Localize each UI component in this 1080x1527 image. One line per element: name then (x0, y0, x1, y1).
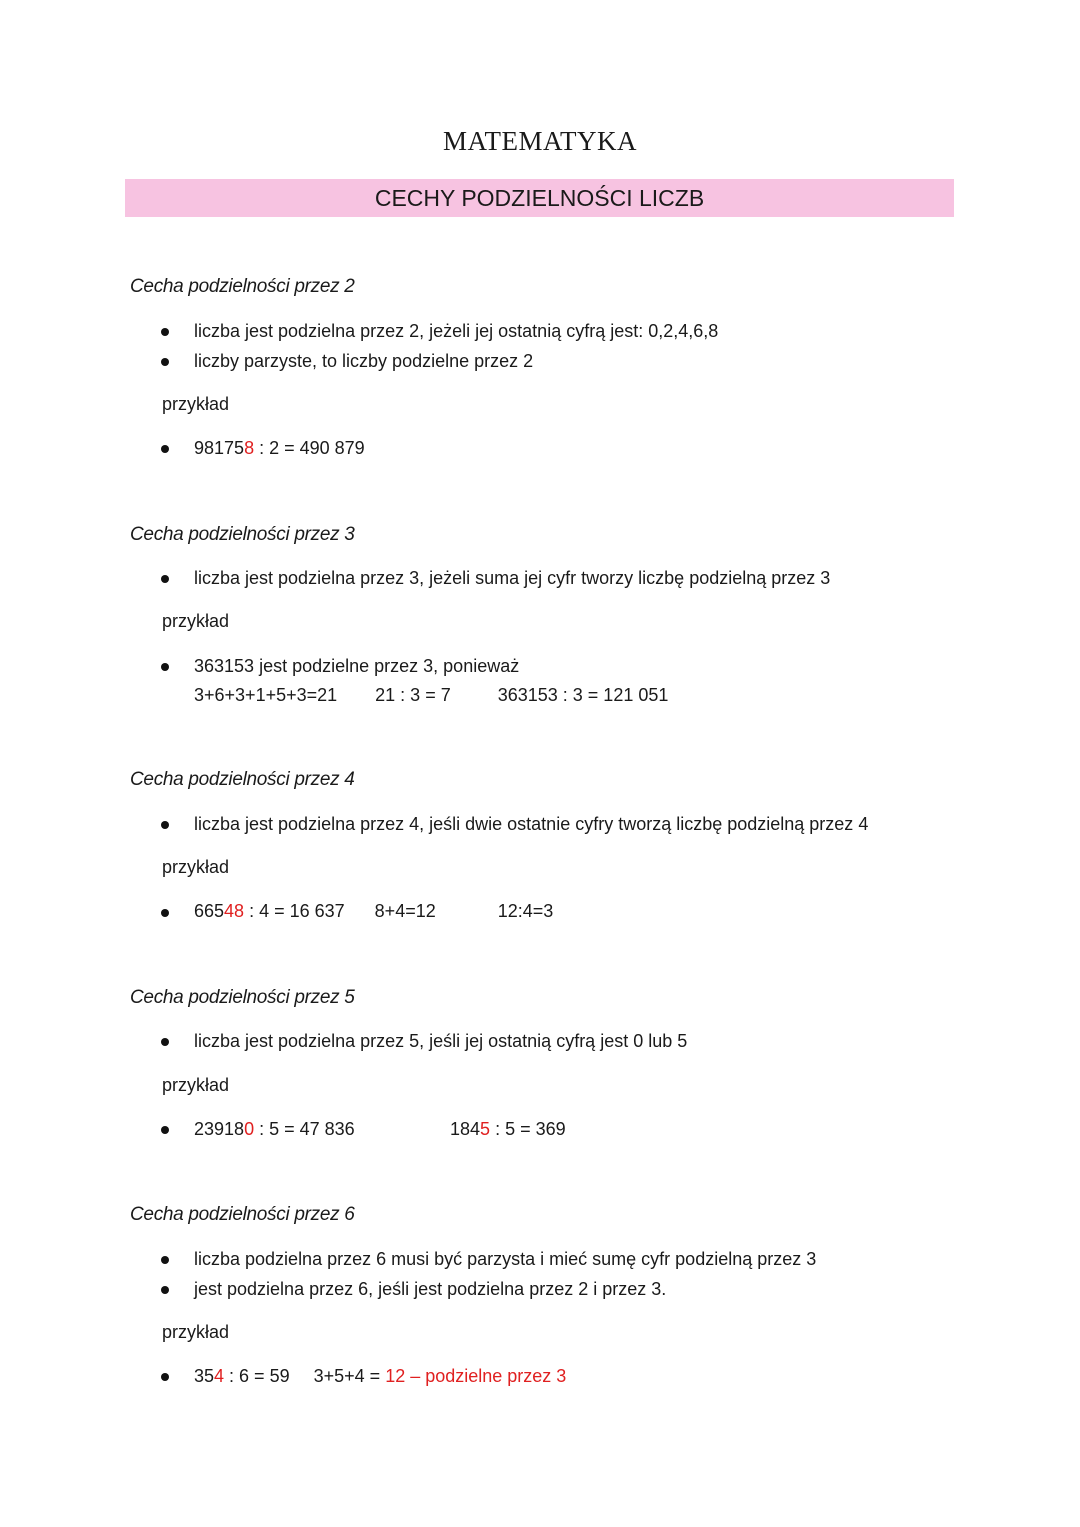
highlighted-digits: 0 (244, 1119, 255, 1139)
example-number: 35 (194, 1366, 215, 1386)
rule-text: liczba jest podzielna przez 2, jeżeli jej ostatnią cyfrą jest: 0,2,4,6,8 (194, 321, 719, 341)
example-result: : 6 = 59 (224, 1366, 290, 1386)
rule-text: liczby parzyste, to liczby podzielne przez 2 (194, 351, 534, 371)
section-heading-5: Cecha podzielności przez 5 (130, 987, 355, 1008)
example-line (194, 438, 365, 459)
sum-division: 21 : 3 = 7 (375, 685, 451, 705)
example-number: 665 (194, 901, 225, 921)
highlighted-digits: 48 (224, 901, 245, 921)
section-heading-4: Cecha podzielności przez 4 (130, 769, 355, 790)
rule-text: liczba jest podzielna przez 4, jeśli dwie ostatnie cyfry tworzą liczbę podzielną przez 4 (194, 814, 869, 834)
bullet-icon (161, 328, 169, 336)
section-heading-2: Cecha podzielności przez 2 (130, 276, 355, 297)
example-result: : 5 = 369 (490, 1119, 566, 1139)
example-line (194, 901, 553, 922)
example-result: : 2 = 490 879 (254, 438, 365, 458)
bullet-icon (161, 909, 169, 917)
example-result: : 5 = 47 836 (254, 1119, 355, 1139)
example-number: 184 (450, 1119, 481, 1139)
bullet-icon (161, 1038, 169, 1046)
digit-sum: 8+4=12 (374, 901, 436, 921)
bullet-icon (161, 358, 169, 366)
bullet-icon (161, 1126, 169, 1134)
example-label: przykład (162, 1075, 230, 1095)
rule-text: liczba jest podzielna przez 3, jeżeli suma jej cyfr tworzy liczbę podzielną przez 3 (194, 568, 831, 588)
highlighted-digits: 4 (214, 1366, 225, 1386)
rule-text: jest podzielna przez 6, jeśli jest podzielna przez 2 i przez 3. (194, 1279, 667, 1299)
bullet-icon (161, 575, 169, 583)
rule-text: liczba podzielna przez 6 musi być parzysta i mieć sumę cyfr podzielną przez 3 (194, 1249, 817, 1269)
highlighted-digits: 8 (244, 438, 255, 458)
example-line (194, 685, 668, 706)
section-heading-6: Cecha podzielności przez 6 (130, 1204, 355, 1225)
bullet-icon (161, 663, 169, 671)
topic-banner: CECHY PODZIELNOŚCI LICZB (125, 179, 954, 217)
example-line: 363153 jest podzielne przez 3, ponieważ (194, 656, 520, 676)
example-label: przykład (162, 394, 230, 414)
example-label: przykład (162, 611, 230, 631)
digit-sum: 3+6+3+1+5+3=21 (194, 685, 338, 705)
example-line (450, 1119, 566, 1140)
bullet-icon (161, 1256, 169, 1264)
highlighted-sum: 12 – podzielne przez 3 (385, 1366, 567, 1386)
document-title: MATEMATYKA (443, 126, 637, 156)
bullet-icon (161, 445, 169, 453)
highlighted-digits: 5 (480, 1119, 491, 1139)
example-result: : 4 = 16 637 (244, 901, 345, 921)
example-label: przykład (162, 857, 230, 877)
example-result: 363153 : 3 = 121 051 (497, 685, 669, 705)
example-label: przykład (162, 1322, 230, 1342)
bullet-icon (161, 821, 169, 829)
bullet-icon (161, 1373, 169, 1381)
section-heading-3: Cecha podzielności przez 3 (130, 524, 355, 545)
example-line (194, 1119, 355, 1140)
example-number: 98175 (194, 438, 245, 458)
digit-sum: 3+5+4 = (313, 1366, 386, 1386)
bullet-icon (161, 1286, 169, 1294)
example-line (194, 1366, 566, 1387)
example-number: 23918 (194, 1119, 245, 1139)
rule-text: liczba jest podzielna przez 5, jeśli jej ostatnią cyfrą jest 0 lub 5 (194, 1031, 688, 1051)
sum-division: 12:4=3 (497, 901, 554, 921)
